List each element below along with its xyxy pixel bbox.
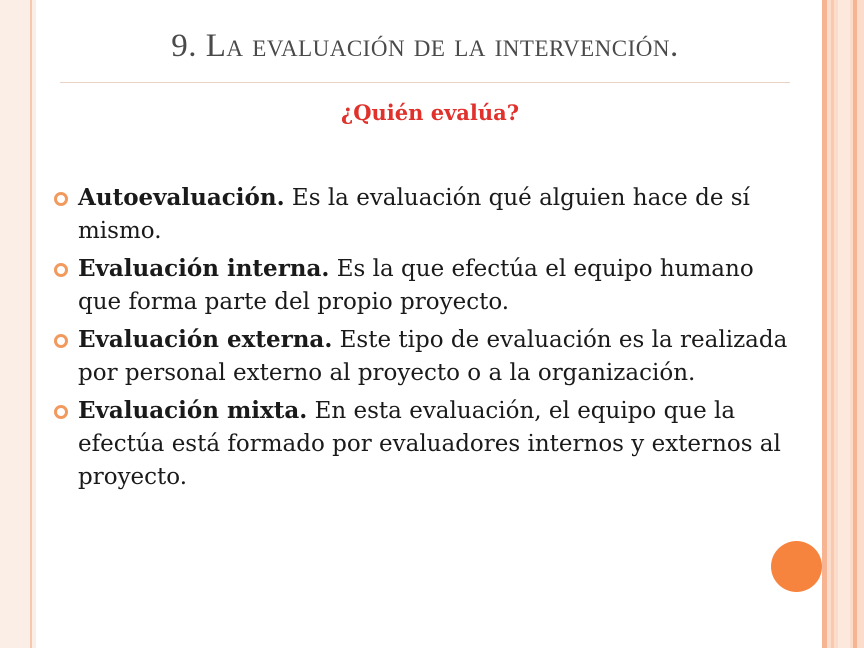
- ring-bullet-icon: [54, 192, 68, 206]
- item-term: Evaluación interna.: [78, 255, 330, 282]
- item-text: En esta evaluación, el equipo que la efectúa está formado por evaluadores internos y externos al proyecto.: [78, 398, 781, 490]
- right-frame-stripe: [838, 0, 850, 648]
- right-frame-decoration: [822, 0, 864, 648]
- title-divider: [60, 82, 790, 83]
- slide-subtitle: ¿Quién evalúa?: [340, 100, 520, 125]
- list-item: [50, 394, 795, 494]
- left-frame-decoration: [0, 0, 36, 648]
- decorative-circle: [771, 541, 822, 592]
- ring-bullet-icon: [54, 334, 68, 348]
- slide-title: 9. La evaluación de la intervención.: [171, 28, 679, 64]
- item-term: Autoevaluación.: [78, 184, 285, 211]
- item-term: Evaluación externa.: [78, 326, 333, 353]
- item-term: Evaluación mixta.: [78, 397, 308, 424]
- right-frame-stripe: [822, 0, 827, 648]
- right-frame-stripe: [853, 0, 857, 648]
- bullet-list: [50, 181, 795, 498]
- item-text: Es la que efectúa el equipo humano que forma parte del propio proyecto.: [78, 256, 754, 315]
- right-frame-stripe: [831, 0, 834, 648]
- item-text: Este tipo de evaluación es la realizada por personal externo al proyecto o a la organización.: [78, 327, 788, 386]
- item-text: Es la evaluación qué alguien hace de sí mismo.: [78, 185, 750, 244]
- list-item: [50, 181, 795, 248]
- ring-bullet-icon: [54, 405, 68, 419]
- list-item: [50, 323, 795, 390]
- ring-bullet-icon: [54, 263, 68, 277]
- left-frame-line: [30, 0, 32, 648]
- list-item: [50, 252, 795, 319]
